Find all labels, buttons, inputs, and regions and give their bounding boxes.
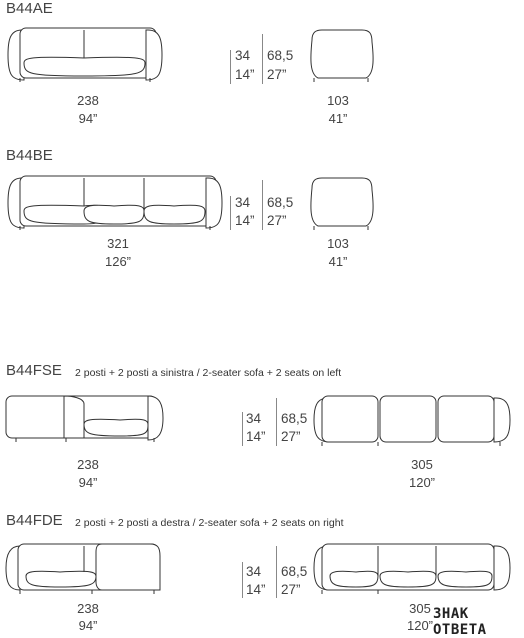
model-code: B44FDE [6, 512, 63, 529]
seat-height-in: 27” [267, 67, 287, 82]
model-code: B44AE [6, 0, 53, 17]
width-in: 126” [104, 254, 132, 269]
model-code: B44FSE [6, 362, 62, 379]
width-cm: 238 [77, 601, 99, 616]
seat-height-cm: 68,5 [281, 564, 308, 579]
seat-height-cm: 68,5 [267, 48, 294, 63]
depth-cm: 103 [327, 236, 349, 251]
height-cm: 34 [235, 48, 251, 63]
total-width-in: 120” [406, 618, 434, 633]
width-in: 94” [78, 618, 98, 633]
seat-height-cm: 68,5 [267, 195, 294, 210]
width-cm: 321 [107, 236, 129, 251]
total-width-cm: 305 [409, 601, 431, 616]
seat-height-in: 27” [281, 429, 301, 444]
model-code: B44BE [6, 147, 53, 164]
height-in: 14” [235, 67, 255, 82]
total-width-in: 120” [408, 475, 436, 490]
seat-height-in: 27” [267, 213, 287, 228]
total-width-cm: 305 [411, 457, 433, 472]
model-description: 2 posti + 2 posti a destra / 2-seater sofa + 2 seats on right [75, 517, 344, 529]
depth-in: 41” [328, 111, 348, 126]
height-cm: 34 [235, 195, 251, 210]
height-in: 14” [246, 582, 266, 597]
depth-in: 41” [328, 254, 348, 269]
height-cm: 34 [246, 411, 262, 426]
width-in: 94” [78, 475, 98, 490]
model-description: 2 posti + 2 posti a sinistra / 2-seater sofa + 2 seats on left [75, 367, 342, 379]
width-cm: 238 [77, 457, 99, 472]
watermark: ЗНАК ОТВЕТА [433, 606, 487, 638]
seat-height-in: 27” [281, 582, 301, 597]
width-in: 94” [78, 111, 98, 126]
depth-cm: 103 [327, 93, 349, 108]
height-in: 14” [246, 429, 266, 444]
height-cm: 34 [246, 564, 262, 579]
height-in: 14” [235, 213, 255, 228]
seat-height-cm: 68,5 [281, 411, 308, 426]
width-cm: 238 [77, 93, 99, 108]
